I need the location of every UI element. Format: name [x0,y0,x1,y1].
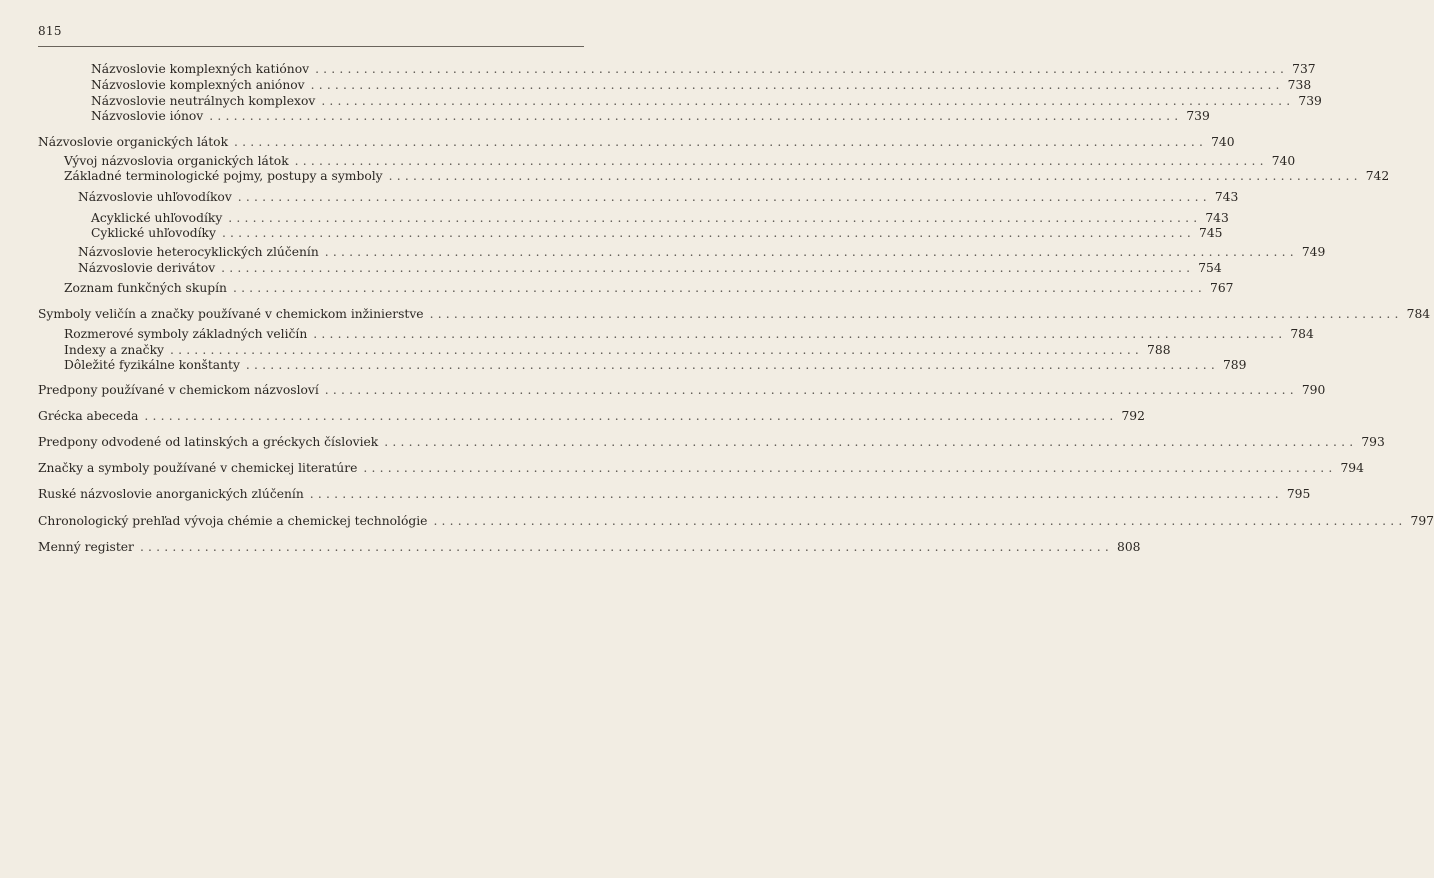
toc-entry-page: 749 [1301,245,1326,259]
dot-leader: ........................................................................................................................ [324,383,1298,397]
toc-entry [38,134,1235,150]
dot-leader: ........................................................................................................................ [388,169,1362,183]
toc-entry-title: Vývoj názvoslovia organických látok [64,154,289,168]
toc-entry-page: 784 [1290,327,1314,341]
toc-entry-title: Ruské názvoslovie anorganických zlúčenín [38,487,304,501]
toc-entry-title: Názvoslovie iónov [91,109,204,123]
toc-entry-title: Indexy a značky [64,343,164,357]
dot-leader: ........................................................................................................................ [245,358,1219,372]
toc-entry-page: 794 [1340,461,1364,475]
toc-entry-page: 738 [1287,78,1312,92]
toc-entry-title: Cyklické uhľovodíky [91,226,216,240]
toc-entry-title: Názvoslovie organických látok [38,135,229,149]
toc-entry [91,225,1223,241]
toc-entry-page: 808 [1117,540,1141,554]
toc-entry [38,486,1311,502]
dot-leader: ........................................................................................................................ [221,261,1195,275]
toc-entry [78,260,1222,276]
toc-entry-title: Základné terminologické pojmy, postupy a symboly [64,169,383,183]
toc-entry-page: 792 [1121,409,1145,423]
toc-entry-title: Dôležité fyzikálne konštanty [64,358,240,372]
toc-entry-title: Zoznam funkčných skupín [64,281,227,295]
toc-entry [64,153,1296,169]
dot-leader: ........................................................................................................................ [234,135,1208,149]
toc-entry-page: 793 [1361,435,1385,449]
toc-entry-title: Chronologický prehľad vývoja chémie a chemickej technológie [38,514,428,528]
toc-entry [38,434,1385,450]
page-number: 815 [38,24,62,38]
toc-entry-page: 795 [1286,487,1311,501]
dot-leader: ........................................................................................................................ [310,78,1284,92]
toc-entry-title: Značky a symboly používané v chemickej literatúre [38,461,358,475]
toc-entry [64,357,1247,373]
toc-entry [91,108,1210,124]
toc-entry-title: Názvoslovie derivátov [78,261,216,275]
dot-leader: ........................................................................................................................ [221,226,1195,240]
toc-entry [38,408,1145,424]
toc-entry-title: Menný register [38,540,134,554]
toc-entry-title: Názvoslovie heterocyklických zlúčenín [78,245,319,259]
toc-entry [64,326,1314,342]
toc-entry-page: 743 [1214,190,1239,204]
dot-leader: ........................................................................................................................ [232,281,1207,295]
dot-leader: ........................................................................................................................ [228,211,1202,225]
toc-entry [64,168,1390,184]
toc-entry-title: Rozmerové symboly základných veličín [64,327,308,341]
toc-entry-title: Názvoslovie neutrálnych komplexov [91,94,316,108]
toc-entry-page: 743 [1205,211,1229,225]
toc-entry-page: 790 [1301,383,1326,397]
dot-leader: ........................................................................................................................ [313,327,1287,341]
toc-entry [78,244,1326,260]
toc-entry-page: 737 [1292,62,1316,76]
toc-entry-title: Názvoslovie komplexných aniónov [91,78,305,92]
dot-leader: ........................................................................................................................ [144,409,1118,423]
dot-leader: ........................................................................................................................ [324,245,1298,259]
toc-entry-title: Acyklické uhľovodíky [91,211,223,225]
toc-entry-title: Názvoslovie komplexných katiónov [91,62,310,76]
toc-entry [91,210,1229,226]
dot-leader: ........................................................................................................................ [209,109,1183,123]
toc-entry-title: Predpony odvodené od latinských a gréckych čísloviek [38,435,379,449]
toc-entry [91,61,1316,77]
dot-leader: ........................................................................................................................ [294,154,1268,168]
toc-entry-page: 742 [1365,169,1390,183]
toc-entry-page: 754 [1198,261,1222,275]
toc-entry-page: 739 [1186,109,1210,123]
dot-leader: ........................................................................................................................ [237,190,1211,204]
toc-entry-page: 767 [1210,281,1234,295]
dot-leader: ........................................................................................................................ [433,514,1407,528]
toc-entry [64,342,1171,358]
toc-entry [38,513,1434,529]
toc-entry-title: Symboly veličín a značky používané v chemickom inžinierstve [38,307,424,321]
dot-leader: ........................................................................................................................ [429,307,1403,321]
toc-entry-page: 797 [1410,514,1434,528]
toc-entry [91,93,1322,109]
dot-leader: ........................................................................................................................ [321,94,1295,108]
dot-leader: ........................................................................................................................ [139,540,1113,554]
toc-entry [38,382,1326,398]
toc-entry [78,189,1239,205]
toc-entry-page: 788 [1147,343,1171,357]
dot-leader: ........................................................................................................................ [363,461,1337,475]
toc-entry-page: 784 [1406,307,1431,321]
dot-leader: ........................................................................................................................ [384,435,1358,449]
toc-entry [64,280,1234,296]
toc-entry [91,77,1312,93]
toc-entry [38,539,1141,555]
toc-entry-page: 789 [1222,358,1247,372]
dot-leader: ........................................................................................................................ [309,487,1283,501]
dot-leader: ........................................................................................................................ [315,62,1289,76]
toc-entry-page: 739 [1298,94,1322,108]
toc-entry-page: 740 [1271,154,1296,168]
dot-leader: ........................................................................................................................ [169,343,1144,357]
toc-entry [38,306,1431,322]
toc-entry [38,460,1364,476]
toc-entry-title: Predpony používané v chemickom názvosloví [38,383,319,397]
toc-entry-title: Názvoslovie uhľovodíkov [78,190,232,204]
toc-entry-page: 745 [1199,226,1223,240]
toc-entry-title: Grécka abeceda [38,409,139,423]
toc-entry-page: 740 [1211,135,1235,149]
